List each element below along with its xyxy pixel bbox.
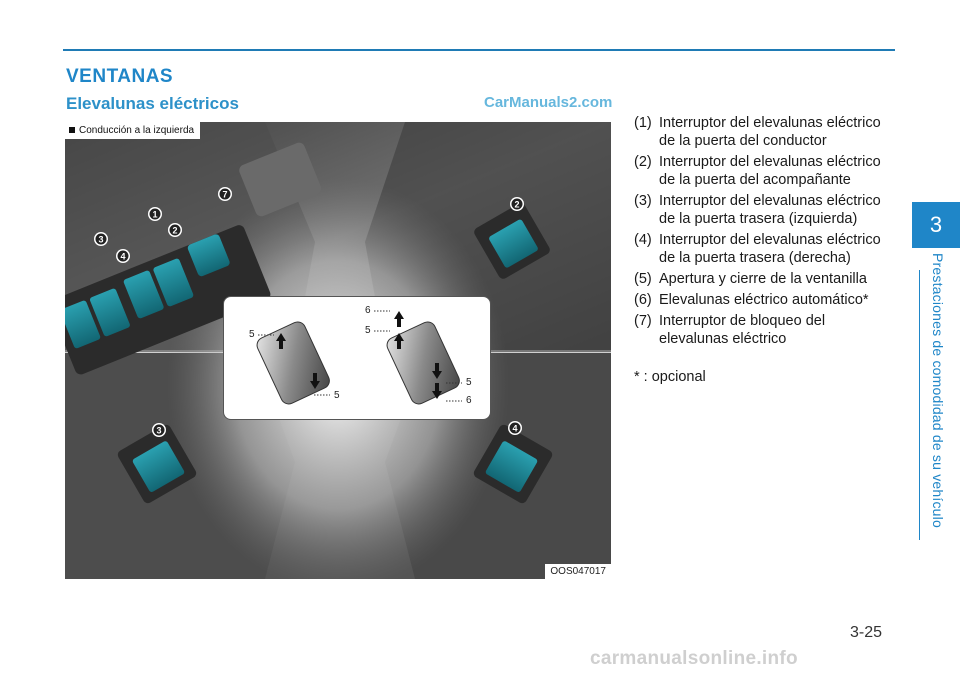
watermark-bottom: carmanualsonline.info xyxy=(590,648,798,669)
badge-7 xyxy=(218,187,232,201)
svg-text:3: 3 xyxy=(156,425,162,436)
badge-2-passenger xyxy=(510,197,524,211)
badge-4-rear xyxy=(508,421,522,435)
inset-label-down: 5 xyxy=(466,377,472,388)
inset-label-close: 5 xyxy=(334,390,340,401)
legend-item: (6) Elevalunas eléctrico automático* xyxy=(634,292,869,308)
switch-operation-diagram xyxy=(224,297,490,419)
svg-text:2: 2 xyxy=(172,225,178,236)
inset-label-open: 5 xyxy=(249,329,255,340)
chapter-side-rule xyxy=(919,270,920,540)
svg-text:7: 7 xyxy=(222,189,228,200)
legend-item: (5) Apertura y cierre de la ventanilla xyxy=(634,271,867,287)
badge-2 xyxy=(168,223,182,237)
badge-1 xyxy=(148,207,162,221)
legend-item: (1) Interruptor del elevalunas eléctrico de la puerta del conductor xyxy=(634,115,881,149)
inset-label-auto-down: 6 xyxy=(466,395,472,406)
inset-label-up: 5 xyxy=(365,325,371,336)
svg-text:3: 3 xyxy=(98,234,104,245)
section-subtitle: Elevalunas eléctricos xyxy=(66,94,239,113)
svg-text:2: 2 xyxy=(514,199,520,210)
watermark-top: CarManuals2.com xyxy=(484,94,613,111)
inset-label-auto-up: 6 xyxy=(365,305,371,316)
switch-detail-inset xyxy=(223,296,491,420)
chapter-number-tab: 3 xyxy=(912,202,960,248)
square-bullet-icon xyxy=(69,127,75,133)
badge-3-rear xyxy=(152,423,166,437)
legend-item: (3) Interruptor del elevalunas eléctrico de la puerta trasera (izquierda) xyxy=(634,193,881,227)
figure-legend xyxy=(634,114,896,386)
chapter-title: Prestaciones de comodidad de su vehículo xyxy=(930,253,946,528)
legend-item: (7) Interruptor de bloqueo del elevalunas eléctrico xyxy=(634,313,826,347)
svg-text:4: 4 xyxy=(120,251,126,262)
section-title: VENTANAS xyxy=(66,66,174,87)
badge-3 xyxy=(94,232,108,246)
legend-item: (2) Interruptor del elevalunas eléctrico de la puerta del acompañante xyxy=(634,154,881,188)
badge-4 xyxy=(116,249,130,263)
header-rule xyxy=(63,49,895,51)
page-number: 3-25 xyxy=(850,624,883,641)
window-switches-figure xyxy=(65,122,611,579)
figure-label xyxy=(65,122,200,139)
figure-label-text: Conducción a la izquierda xyxy=(79,124,195,136)
optional-note: * : opcional xyxy=(634,369,706,385)
figure-code: OOS047017 xyxy=(545,564,611,579)
svg-text:4: 4 xyxy=(512,423,518,434)
svg-text:1: 1 xyxy=(152,209,158,220)
legend-item: (4) Interruptor del elevalunas eléctrico de la puerta trasera (derecha) xyxy=(634,232,881,266)
